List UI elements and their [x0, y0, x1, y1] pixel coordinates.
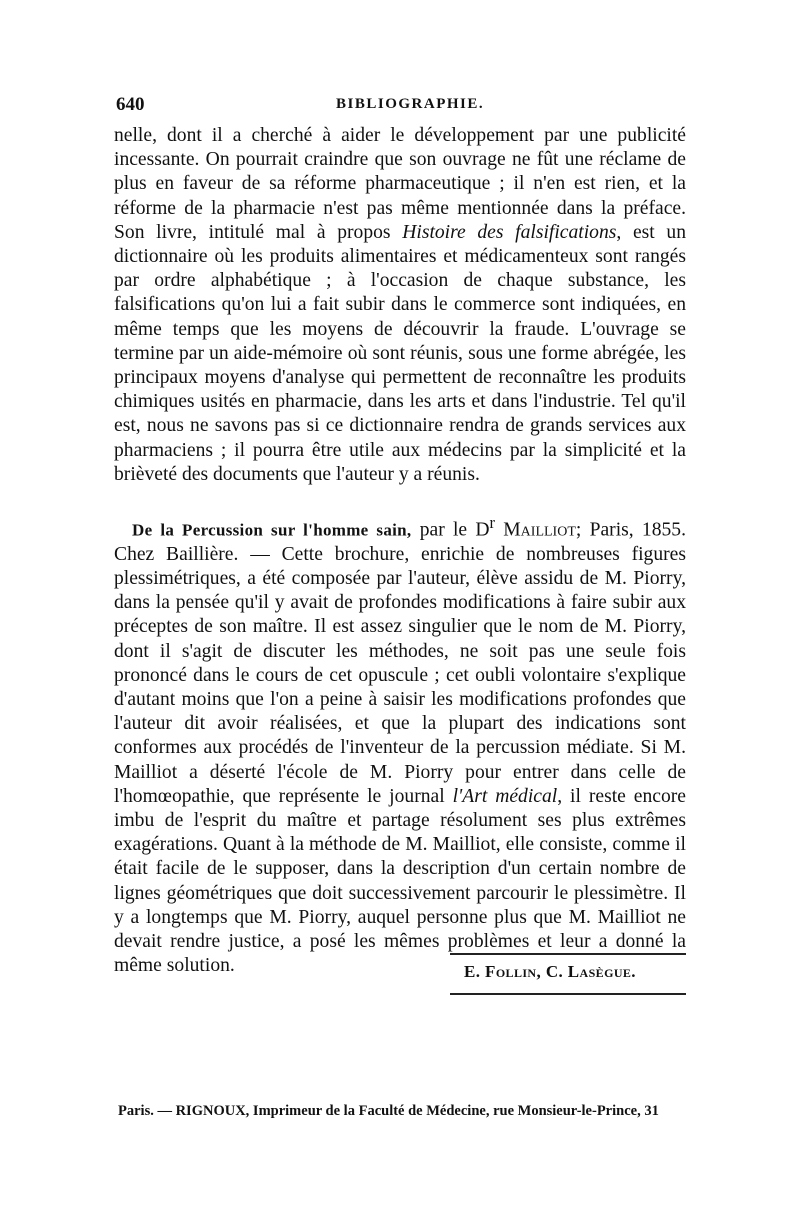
- page-number: 640: [116, 94, 145, 115]
- paragraph-pharmacy-review: [114, 124, 686, 487]
- signature: [464, 962, 636, 982]
- paragraph-percussion-review: [114, 511, 686, 978]
- paragraph1-text-b: , est un dictionnaire où les produits alimentaires et médicamenteux sont rangés par ordre alphabétique ; à l'occasion de chaque substance, les falsifications qu'on lui a fait subir dans le commerce sont indiquées, en même temps que les moyens de découvrir la fraude. L'ouvrage se termine par un aide-mémoire où sont réunis, sous une forme abrégée, les principaux moyens d'analyse qui permettent de reconnaître les produits chimiques usités en pharmacie, dans les arts et dans l'industrie. Tel qu'il est, nous ne savons pas si ce dictionnaire rendra de grands services aux pharmaciens ; il pourra être utile aux médecins par la simplicité et la brièveté des documents que l'auteur y a réunis.: [114, 221, 686, 485]
- paragraph1-text-a: nelle, dont il a cherché à aider le développement par une publicité incessante. On pourrait craindre que son ouvrage ne fût une réclame de plus en faveur de sa réforme pharmaceutique ; il n'en est rien, et la réforme de la pharmacie n'est pas même mentionnée dans la préface. Son livre, intitulé mal à propos: [114, 125, 686, 243]
- signature-rule-top: [450, 953, 686, 955]
- body-text: [114, 124, 686, 978]
- paragraph2-text-a: ; Paris, 1855. Chez Baillière. — Cette brochure, enrichie de nombreuses figures plessimétriques, a été composée par l'auteur, élève assidu de M. Piorry, dans la pensée qu'il y avait de profondes modifications à faire subir aux préceptes de son maître. Il est assez singulier que le nom de M. Piorry, dont il s'agit de discuter les méthodes, ne soit pas une seule fois prononcé dans le cours de cet opuscule ; cet oubli volontaire s'explique d'autant moins que l'on a peine à saisir les modifications profondes que l'auteur dit avoir réalisées, et que la plupart des indications sont conformes aux procédés de l'inventeur de la percussion médiate. Si M. Mailliot a déserté l'école de M. Piorry pour entrer dans celle de l'homœopathie, que représente le journal: [114, 519, 686, 807]
- signature-author-follin: E. Follin: [464, 962, 537, 981]
- running-title: BIBLIOGRAPHIE.: [336, 96, 485, 112]
- by-text: par le D: [411, 519, 490, 541]
- signature-separator: ,: [536, 962, 546, 981]
- printer-colophon: Paris. — RIGNOUX, Imprimeur de la Faculté de Médecine, rue Monsieur-le-Prince, 31: [118, 1103, 659, 1119]
- book-title-falsifications: Histoire des falsifications: [402, 221, 617, 243]
- signature-author-lasegue: C. Lasègue.: [545, 962, 636, 981]
- journal-title: l'Art médical: [452, 785, 558, 807]
- signature-rule-bottom: [450, 993, 686, 995]
- doctor-superscript: r: [489, 513, 495, 533]
- page-header: [116, 94, 686, 118]
- review-book-title: De la Percussion sur l'homme sain,: [132, 520, 412, 540]
- author-name: Mailliot: [503, 519, 576, 541]
- paragraph2-text-b: , il reste encore imbu de l'esprit du maître et partage résolument ses plus extrêmes exagérations. Quant à la méthode de M. Mailliot, elle consiste, comme il était facile de le supposer, dans la description d'un certain nombre de lignes géométriques que doit successivement parcourir le plessimètre. Il y a longtemps que M. Piorry, auquel personne plus que M. Mailliot ne devait rendre justice, a posé les mêmes problèmes et leur a donné la même solution.: [114, 785, 686, 977]
